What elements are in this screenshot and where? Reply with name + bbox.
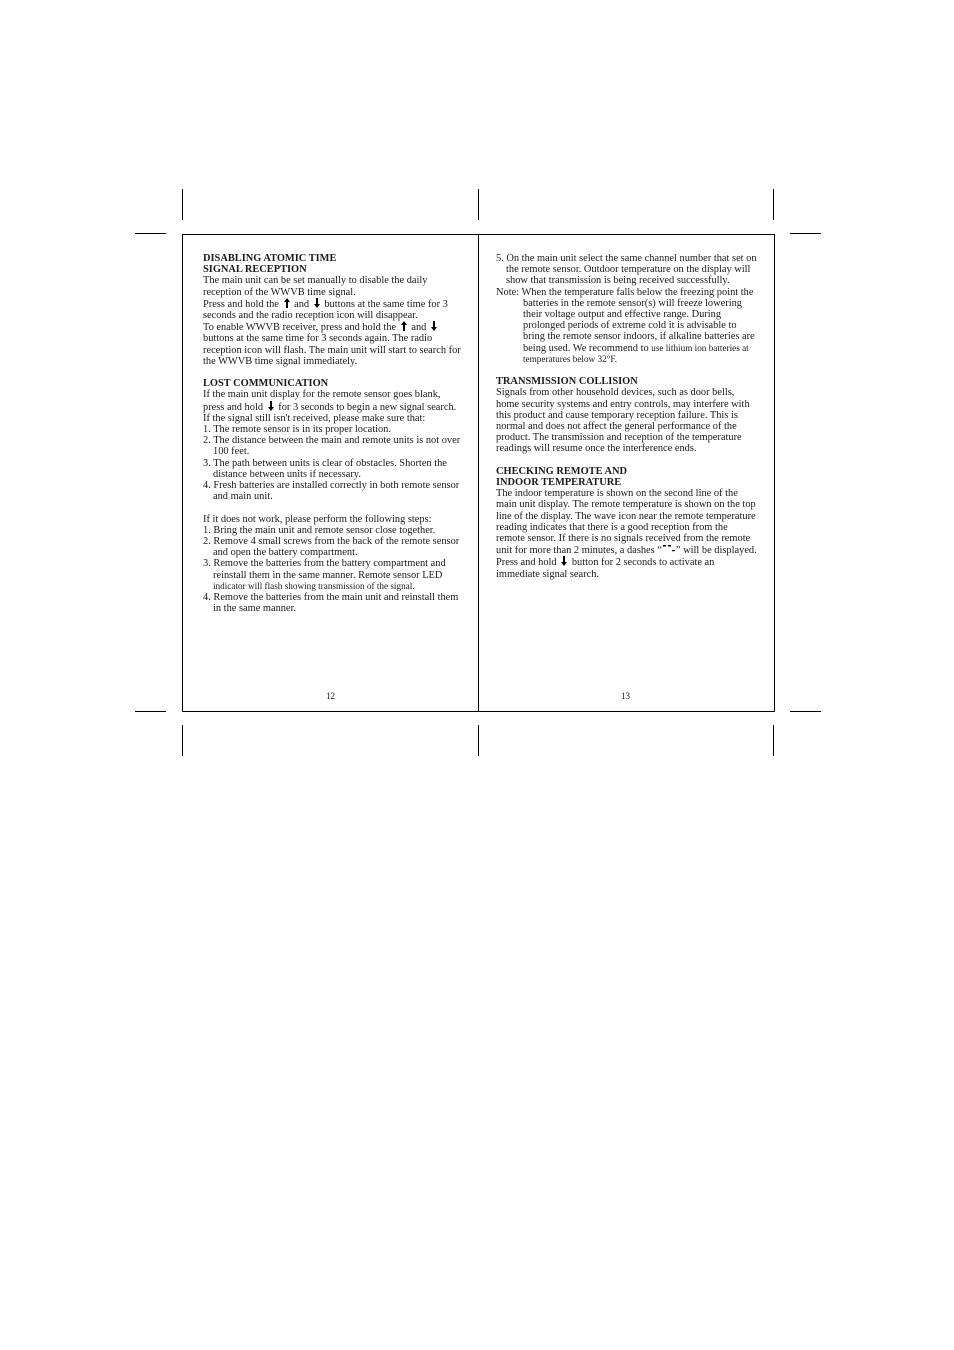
paragraph: If it does not work, please perform the following steps: xyxy=(203,513,432,525)
crop-mark xyxy=(773,725,774,756)
page-divider xyxy=(478,235,479,711)
paragraph: The main unit can be set manually to disable the daily reception of the WWVB time signal. xyxy=(203,275,428,298)
paragraph: The indoor temperature is shown on the second line of the main unit display. The remote temperature is shown on the top line of the display. The wave icon near the remote temperature reading indicates that there is a good reception from the remote sensor. If there is no signals received from the remote unit for more than 2 minutes, a dashes “ ” will be displayed. xyxy=(496,488,757,557)
list-item: 1. The remote sensor is in its proper location. xyxy=(203,424,391,436)
paragraph: Signals from other household devices, such as door bells, home security systems and entry controls, may interfere with this product and cause temporary reception failure. This is normal and does not affect the general performance of the product. The transmission and reception of the temperature readings will resume once the interference ends. xyxy=(496,387,750,455)
down-arrow-icon xyxy=(430,321,438,331)
list-item: 3. The path between units is clear of obstacles. Shorten the distance between units if necessary. xyxy=(203,457,447,480)
crop-mark xyxy=(182,725,183,756)
list-item: 5. On the main unit select the same channel number that set on the remote sensor. Outdoor temperature on the display will show that transmission is being received successfully. xyxy=(496,253,757,287)
paragraph: If the main unit display for the remote sensor goes blank, press and hold for 3 seconds to begin a new signal search. If the signal still isn't received, please make sure that: xyxy=(203,389,457,424)
page-right xyxy=(496,253,758,580)
down-arrow-icon xyxy=(267,401,275,411)
down-arrow-icon xyxy=(313,298,321,308)
paragraph: To enable WWVB receiver, press and hold the and buttons at the same time for 3 seconds again. The radio reception icon will flash. The main unit will start to search for the WWVB time signal immediately. xyxy=(203,322,461,367)
up-arrow-icon xyxy=(283,298,291,308)
list-item: 2. The distance between the main and remote units is not over 100 feet. xyxy=(203,435,461,458)
crop-mark xyxy=(478,189,479,220)
crop-mark xyxy=(135,233,166,234)
list-item: 1. Bring the main unit and remote sensor close together. xyxy=(203,524,436,536)
note-paragraph: Note: When the temperature falls below the freezing point the batteries in the remote sensor(s) will freeze lowering their voltage output and effective range. During prolonged periods of extreme cold it is advisable to bring the remote sensor indoors, if alkaline batteries are being used. We recommend to use lithium ion batteries at temperatures below 32°F. xyxy=(496,286,755,364)
crop-mark xyxy=(135,711,166,712)
list-item: 4. Fresh batteries are installed correctly in both remote sensor and main unit. xyxy=(203,480,460,503)
down-arrow-icon xyxy=(560,556,568,566)
heading-disabling-atomic-time: DISABLING ATOMIC TIME SIGNAL RECEPTION xyxy=(203,253,337,276)
manual-spread xyxy=(182,234,775,712)
paragraph: Press and hold the and buttons at the same time for 3 seconds and the radio reception icon will disappear. xyxy=(203,298,448,322)
list-item: 3. Remove the batteries from the battery compartment and reinstall them in the same manner. Remote sensor LED indicator will flash showing transmission of the signal. xyxy=(203,558,446,591)
dashes-icon xyxy=(662,544,676,553)
up-arrow-icon xyxy=(400,321,408,331)
paragraph: Press and hold button for 2 seconds to activate an immediate signal search. xyxy=(496,557,715,580)
crop-mark xyxy=(182,189,183,220)
crop-mark xyxy=(790,711,821,712)
crop-mark xyxy=(773,189,774,220)
crop-mark xyxy=(790,233,821,234)
list-item: 2. Remove 4 small screws from the back of the remote sensor and open the battery compartment. xyxy=(203,536,460,559)
heading-checking-temperature: CHECKING REMOTE AND INDOOR TEMPERATURE xyxy=(496,465,628,489)
list-item: 4. Remove the batteries from the main unit and reinstall them in the same manner. xyxy=(203,592,459,615)
page-number: 12 xyxy=(326,691,335,701)
heading-transmission-collision: TRANSMISSION COLLISION xyxy=(496,376,638,388)
crop-mark xyxy=(478,725,479,756)
heading-lost-communication: LOST COMMUNICATION xyxy=(203,378,329,390)
page-number: 13 xyxy=(621,691,630,701)
page-left xyxy=(203,253,461,614)
